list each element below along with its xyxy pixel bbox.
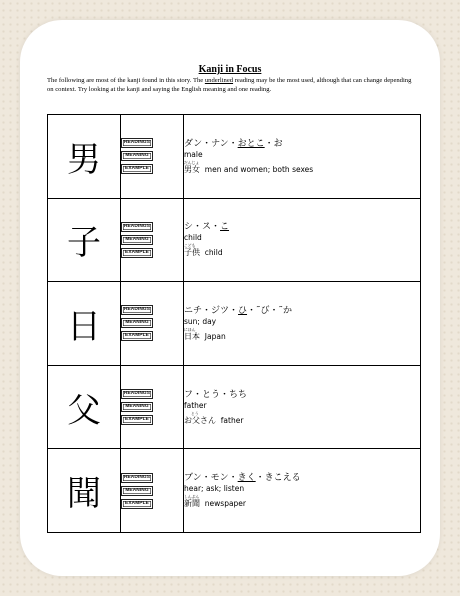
kanji-readings bbox=[184, 472, 420, 484]
kanji-info bbox=[184, 365, 421, 449]
kanji-readings bbox=[184, 138, 420, 150]
kanji-info bbox=[184, 449, 421, 533]
kanji-table bbox=[47, 114, 421, 533]
kanji-character: 父 bbox=[48, 365, 121, 449]
kanji-meaning: hear; ask; listen bbox=[184, 484, 245, 494]
example-word: 新聞 bbox=[184, 499, 200, 509]
label-column bbox=[121, 198, 184, 282]
kanji-row bbox=[48, 365, 421, 449]
example-furigana: だんじょ bbox=[184, 159, 200, 165]
intro-text-1: The following are most of the kanji found in this story. The bbox=[47, 77, 205, 84]
meaning-label: MEANING bbox=[121, 402, 153, 412]
example-label: EXAMPLE bbox=[121, 164, 153, 174]
example-furigana: こども bbox=[184, 243, 196, 249]
kanji-readings bbox=[184, 305, 420, 317]
reading-text: ブン・モン・ bbox=[184, 473, 238, 484]
meaning-label: MEANING bbox=[121, 486, 153, 496]
kanji-character: 子 bbox=[48, 198, 121, 282]
label-column bbox=[121, 365, 184, 449]
example-label: EXAMPLE bbox=[121, 248, 153, 258]
kanji-example bbox=[184, 248, 420, 258]
readings-label: READINGS bbox=[121, 138, 153, 148]
example-word: 子供 bbox=[184, 248, 200, 258]
example-meaning: Japan bbox=[204, 331, 226, 341]
reading-underlined: おとこ bbox=[237, 138, 265, 149]
readings-label: READINGS bbox=[121, 222, 153, 232]
example-meaning: men and women; both sexes bbox=[204, 164, 314, 174]
kanji-info bbox=[184, 115, 421, 199]
reading-underlined: きく bbox=[237, 473, 256, 484]
intro-underlined-word: underlined bbox=[204, 77, 234, 84]
example-word: 男女 bbox=[184, 164, 200, 174]
example-furigana: とう bbox=[191, 410, 199, 416]
reading-underlined: ひ bbox=[238, 305, 248, 316]
example-furigana: しんぶん bbox=[184, 494, 200, 500]
example-label: EXAMPLE bbox=[121, 499, 153, 509]
kanji-example bbox=[184, 332, 420, 342]
kanji-info bbox=[184, 198, 421, 282]
kanji-row bbox=[48, 115, 421, 199]
example-meaning: newspaper bbox=[204, 499, 247, 509]
kanji-readings bbox=[184, 221, 420, 233]
readings-label: READINGS bbox=[121, 305, 153, 315]
kanji-row bbox=[48, 449, 421, 533]
kanji-character: 男 bbox=[48, 115, 121, 199]
kanji-meaning: male bbox=[184, 149, 203, 159]
kanji-example bbox=[184, 165, 420, 175]
reading-text: ダン・ナン・ bbox=[184, 138, 238, 149]
kanji-meaning: child bbox=[184, 233, 202, 243]
kanji-readings bbox=[184, 389, 420, 401]
kanji-row bbox=[48, 282, 421, 366]
readings-label: READINGS bbox=[121, 473, 153, 483]
reading-underlined: こ bbox=[220, 222, 230, 233]
kanji-example bbox=[184, 416, 420, 426]
example-word: お父さん bbox=[184, 415, 216, 425]
kanji-character: 日 bbox=[48, 282, 121, 366]
kanji-meaning: father bbox=[184, 400, 207, 410]
meaning-label: MEANING bbox=[121, 151, 153, 161]
kanji-row bbox=[48, 198, 421, 282]
intro-text-2: reading may be the most used, although that can change depending on context. Try looking at the kanji and saying the English meaning and one reading. bbox=[47, 77, 412, 93]
intro-paragraph bbox=[47, 77, 413, 94]
readings-label: READINGS bbox=[121, 389, 153, 399]
example-meaning: child bbox=[204, 248, 223, 258]
example-word: 日本 bbox=[184, 331, 200, 341]
kanji-info bbox=[184, 282, 421, 366]
kanji-example bbox=[184, 499, 420, 509]
example-furigana: にほん bbox=[184, 326, 196, 332]
page-title: Kanji in Focus bbox=[198, 64, 262, 75]
example-label: EXAMPLE bbox=[121, 331, 153, 341]
label-column bbox=[121, 115, 184, 199]
reading-text: シ・ス・ bbox=[184, 222, 221, 233]
example-label: EXAMPLE bbox=[121, 415, 153, 425]
meaning-label: MEANING bbox=[121, 318, 153, 328]
label-column bbox=[121, 449, 184, 533]
reading-text-after: ・˜び・˜か bbox=[247, 305, 293, 316]
label-column bbox=[121, 282, 184, 366]
example-meaning: father bbox=[220, 415, 244, 425]
kanji-meaning: sun; day bbox=[184, 316, 217, 326]
reading-text-after: ・きこえる bbox=[255, 473, 301, 484]
kanji-character: 聞 bbox=[48, 449, 121, 533]
reading-text: ニチ・ジツ・ bbox=[184, 305, 239, 316]
meaning-label: MEANING bbox=[121, 235, 153, 245]
reading-text-after: ・お bbox=[264, 138, 283, 149]
reading-text: フ・とう・ちち bbox=[184, 389, 248, 400]
